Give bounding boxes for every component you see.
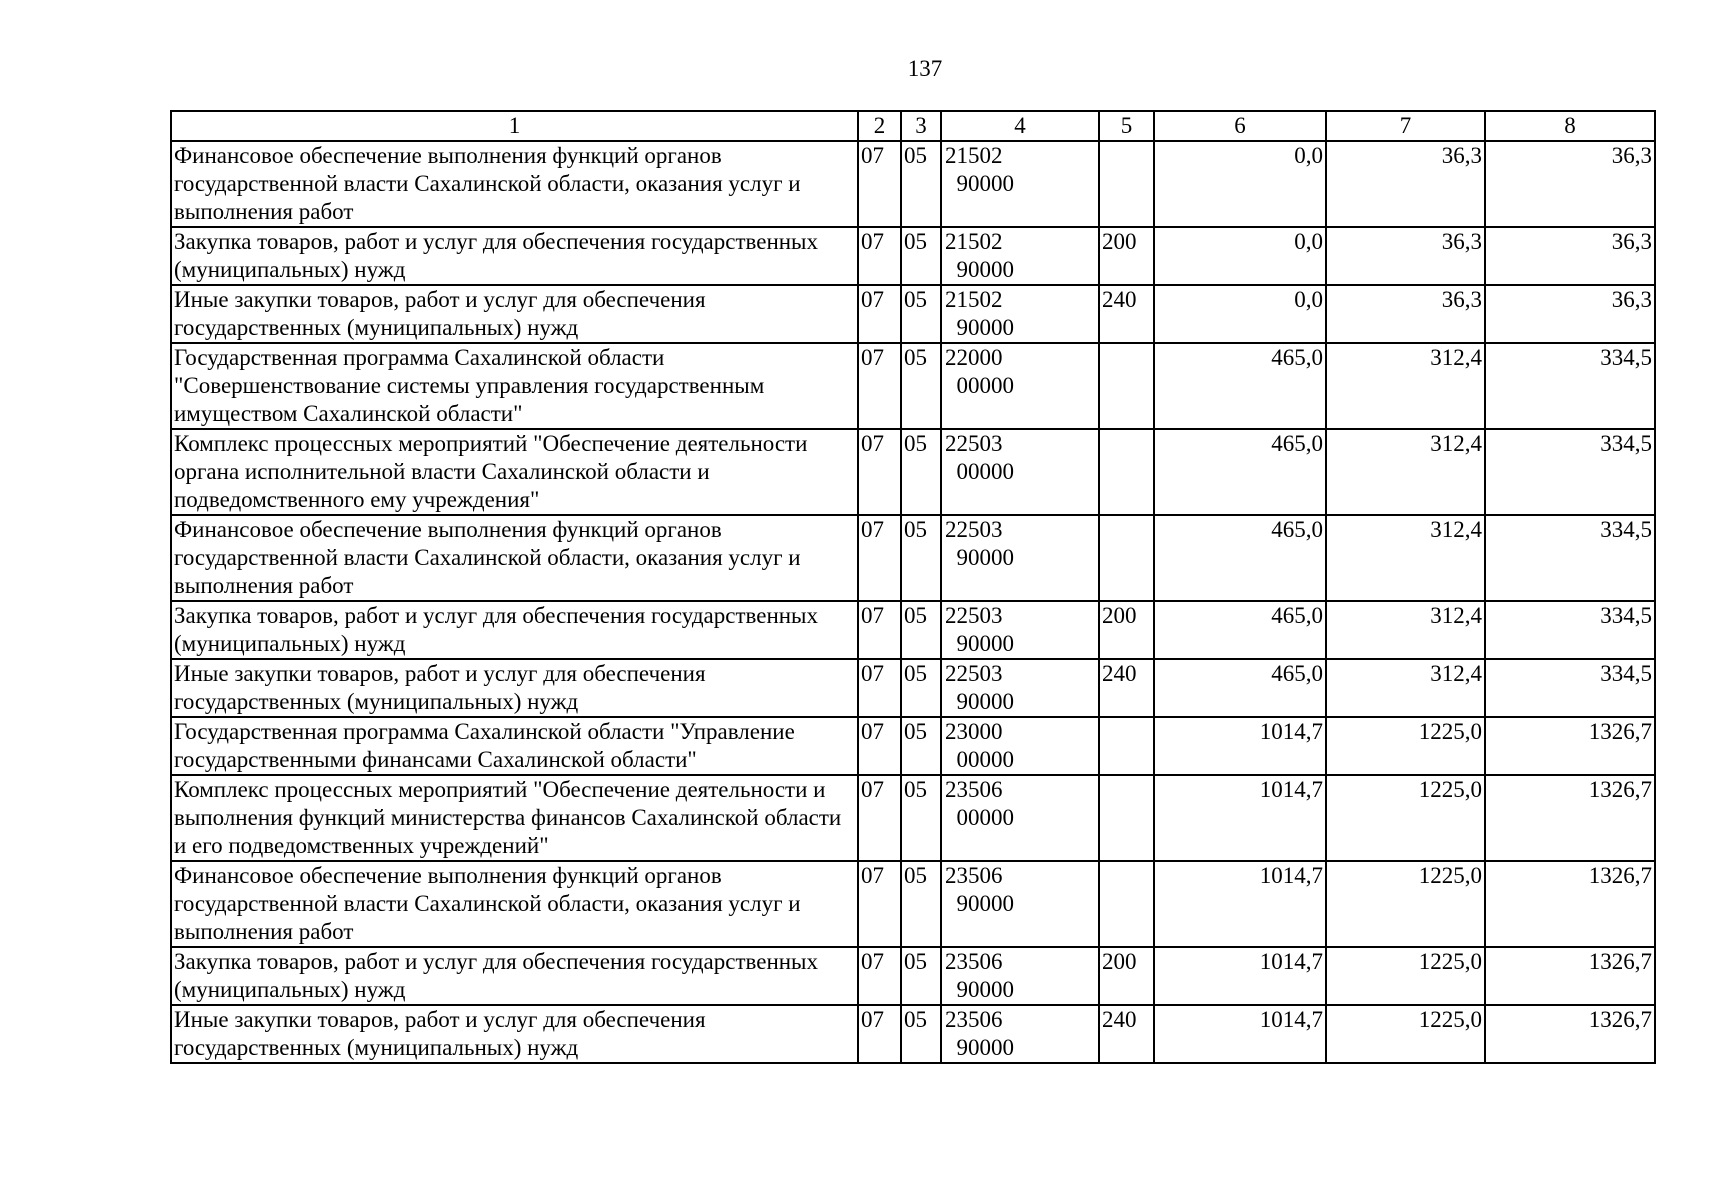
target-code-part-1: 22503 [945, 431, 1003, 456]
row-name: Комплекс процессных мероприятий "Обеспечение деятельности органа исполнительной власти Сахалинской области и подведомственного ему учреждения" [171, 429, 858, 515]
target-code-part-1: 23506 [945, 863, 1003, 888]
section-code: 07 [858, 141, 901, 227]
target-code-part-1: 22503 [945, 661, 1003, 686]
amount-col-7: 312,4 [1326, 659, 1485, 717]
target-code [941, 227, 1099, 285]
amount-col-6: 0,0 [1154, 285, 1326, 343]
row-name: Иные закупки товаров, работ и услуг для обеспечения государственных (муниципальных) нужд [171, 1005, 858, 1063]
col-header: 2 [858, 111, 901, 141]
expense-type-code [1099, 141, 1154, 227]
section-code: 07 [858, 717, 901, 775]
amount-col-8: 1326,7 [1485, 1005, 1655, 1063]
expense-type-code: 200 [1099, 227, 1154, 285]
expense-type-code: 240 [1099, 285, 1154, 343]
table-row [171, 515, 1655, 601]
subsection-code: 05 [901, 343, 941, 429]
amount-col-7: 1225,0 [1326, 775, 1485, 861]
target-code [941, 717, 1099, 775]
subsection-code: 05 [901, 141, 941, 227]
table-row [171, 775, 1655, 861]
table-row [171, 659, 1655, 717]
col-header: 7 [1326, 111, 1485, 141]
subsection-code: 05 [901, 285, 941, 343]
header-row [171, 111, 1655, 141]
row-name: Комплекс процессных мероприятий "Обеспечение деятельности и выполнения функций министерства финансов Сахалинской области и его подведомственных учреждений" [171, 775, 858, 861]
row-name: Финансовое обеспечение выполнения функций органов государственной власти Сахалинской области, оказания услуг и выполнения работ [171, 861, 858, 947]
target-code-part-1: 21502 [945, 287, 1003, 312]
amount-col-6: 465,0 [1154, 429, 1326, 515]
section-code: 07 [858, 429, 901, 515]
target-code-part-2: 00000 [956, 805, 1014, 830]
amount-col-7: 312,4 [1326, 515, 1485, 601]
subsection-code: 05 [901, 1005, 941, 1063]
amount-col-8: 334,5 [1485, 429, 1655, 515]
amount-col-6: 0,0 [1154, 141, 1326, 227]
amount-col-7: 312,4 [1326, 429, 1485, 515]
amount-col-6: 0,0 [1154, 227, 1326, 285]
target-code-part-2: 90000 [956, 891, 1014, 916]
subsection-code: 05 [901, 717, 941, 775]
target-code-part-2: 90000 [956, 545, 1014, 570]
expense-type-code: 240 [1099, 659, 1154, 717]
col-header: 6 [1154, 111, 1326, 141]
target-code [941, 285, 1099, 343]
amount-col-7: 312,4 [1326, 601, 1485, 659]
target-code-part-2: 90000 [956, 257, 1014, 282]
target-code-part-2: 90000 [956, 977, 1014, 1002]
table-row [171, 141, 1655, 227]
section-code: 07 [858, 227, 901, 285]
target-code-part-2: 90000 [956, 315, 1014, 340]
target-code [941, 1005, 1099, 1063]
target-code-part-1: 21502 [945, 143, 1003, 168]
table-row [171, 1005, 1655, 1063]
expense-type-code [1099, 515, 1154, 601]
amount-col-8: 1326,7 [1485, 717, 1655, 775]
amount-col-8: 36,3 [1485, 227, 1655, 285]
target-code-part-1: 23000 [945, 719, 1003, 744]
amount-col-6: 465,0 [1154, 659, 1326, 717]
row-name: Государственная программа Сахалинской области "Совершенствование системы управления государственным имуществом Сахалинской области" [171, 343, 858, 429]
page-number: 137 [907, 56, 943, 81]
amount-col-7: 1225,0 [1326, 861, 1485, 947]
amount-col-6: 1014,7 [1154, 775, 1326, 861]
table-row [171, 861, 1655, 947]
target-code-part-2: 90000 [956, 689, 1014, 714]
expense-type-code [1099, 343, 1154, 429]
amount-col-6: 465,0 [1154, 601, 1326, 659]
subsection-code: 05 [901, 515, 941, 601]
table-row [171, 343, 1655, 429]
row-name: Финансовое обеспечение выполнения функций органов государственной власти Сахалинской области, оказания услуг и выполнения работ [171, 141, 858, 227]
target-code-part-2: 90000 [956, 1035, 1014, 1060]
target-code [941, 775, 1099, 861]
amount-col-7: 312,4 [1326, 343, 1485, 429]
row-name: Иные закупки товаров, работ и услуг для обеспечения государственных (муниципальных) нужд [171, 285, 858, 343]
row-name: Государственная программа Сахалинской области "Управление государственными финансами Сахалинской области" [171, 717, 858, 775]
subsection-code: 05 [901, 659, 941, 717]
target-code-part-1: 22503 [945, 603, 1003, 628]
amount-col-6: 1014,7 [1154, 861, 1326, 947]
col-header: 4 [941, 111, 1099, 141]
target-code [941, 861, 1099, 947]
target-code-part-2: 90000 [956, 631, 1014, 656]
amount-col-7: 36,3 [1326, 285, 1485, 343]
col-header: 1 [171, 111, 858, 141]
col-header: 3 [901, 111, 941, 141]
amount-col-6: 1014,7 [1154, 1005, 1326, 1063]
subsection-code: 05 [901, 775, 941, 861]
target-code [941, 601, 1099, 659]
target-code-part-1: 23506 [945, 1007, 1003, 1032]
target-code-part-1: 22000 [945, 345, 1003, 370]
table-row [171, 227, 1655, 285]
section-code: 07 [858, 659, 901, 717]
amount-col-6: 1014,7 [1154, 717, 1326, 775]
target-code [941, 659, 1099, 717]
amount-col-8: 334,5 [1485, 515, 1655, 601]
table-row [171, 947, 1655, 1005]
target-code-part-2: 00000 [956, 373, 1014, 398]
expense-type-code [1099, 861, 1154, 947]
col-header: 5 [1099, 111, 1154, 141]
section-code: 07 [858, 515, 901, 601]
amount-col-6: 1014,7 [1154, 947, 1326, 1005]
expense-type-code [1099, 717, 1154, 775]
target-code-part-2: 90000 [956, 171, 1014, 196]
amount-col-8: 334,5 [1485, 601, 1655, 659]
subsection-code: 05 [901, 227, 941, 285]
target-code [941, 141, 1099, 227]
section-code: 07 [858, 343, 901, 429]
subsection-code: 05 [901, 861, 941, 947]
expense-type-code: 200 [1099, 601, 1154, 659]
section-code: 07 [858, 285, 901, 343]
row-name: Закупка товаров, работ и услуг для обеспечения государственных (муниципальных) нужд [171, 601, 858, 659]
col-header: 8 [1485, 111, 1655, 141]
row-name: Финансовое обеспечение выполнения функций органов государственной власти Сахалинской области, оказания услуг и выполнения работ [171, 515, 858, 601]
expense-type-code [1099, 429, 1154, 515]
table-row [171, 285, 1655, 343]
amount-col-7: 1225,0 [1326, 717, 1485, 775]
expense-type-code: 200 [1099, 947, 1154, 1005]
subsection-code: 05 [901, 429, 941, 515]
amount-col-8: 334,5 [1485, 659, 1655, 717]
section-code: 07 [858, 947, 901, 1005]
amount-col-7: 1225,0 [1326, 1005, 1485, 1063]
section-code: 07 [858, 1005, 901, 1063]
amount-col-7: 1225,0 [1326, 947, 1485, 1005]
amount-col-6: 465,0 [1154, 343, 1326, 429]
target-code-part-1: 23506 [945, 949, 1003, 974]
target-code-part-2: 00000 [956, 747, 1014, 772]
amount-col-8: 334,5 [1485, 343, 1655, 429]
amount-col-8: 36,3 [1485, 285, 1655, 343]
amount-col-8: 36,3 [1485, 141, 1655, 227]
section-code: 07 [858, 601, 901, 659]
section-code: 07 [858, 775, 901, 861]
row-name: Закупка товаров, работ и услуг для обеспечения государственных (муниципальных) нужд [171, 947, 858, 1005]
amount-col-8: 1326,7 [1485, 947, 1655, 1005]
target-code-part-1: 22503 [945, 517, 1003, 542]
target-code-part-1: 21502 [945, 229, 1003, 254]
target-code-part-1: 23506 [945, 777, 1003, 802]
target-code [941, 343, 1099, 429]
target-code-part-2: 00000 [956, 459, 1014, 484]
expense-type-code: 240 [1099, 1005, 1154, 1063]
amount-col-7: 36,3 [1326, 227, 1485, 285]
row-name: Закупка товаров, работ и услуг для обеспечения государственных (муниципальных) нужд [171, 227, 858, 285]
table-row [171, 429, 1655, 515]
expense-type-code [1099, 775, 1154, 861]
target-code [941, 429, 1099, 515]
amount-col-8: 1326,7 [1485, 861, 1655, 947]
amount-col-8: 1326,7 [1485, 775, 1655, 861]
target-code [941, 947, 1099, 1005]
target-code [941, 515, 1099, 601]
budget-table [170, 110, 1656, 1064]
amount-col-6: 465,0 [1154, 515, 1326, 601]
row-name: Иные закупки товаров, работ и услуг для обеспечения государственных (муниципальных) нужд [171, 659, 858, 717]
subsection-code: 05 [901, 947, 941, 1005]
table-row [171, 717, 1655, 775]
section-code: 07 [858, 861, 901, 947]
subsection-code: 05 [901, 601, 941, 659]
table-row [171, 601, 1655, 659]
amount-col-7: 36,3 [1326, 141, 1485, 227]
